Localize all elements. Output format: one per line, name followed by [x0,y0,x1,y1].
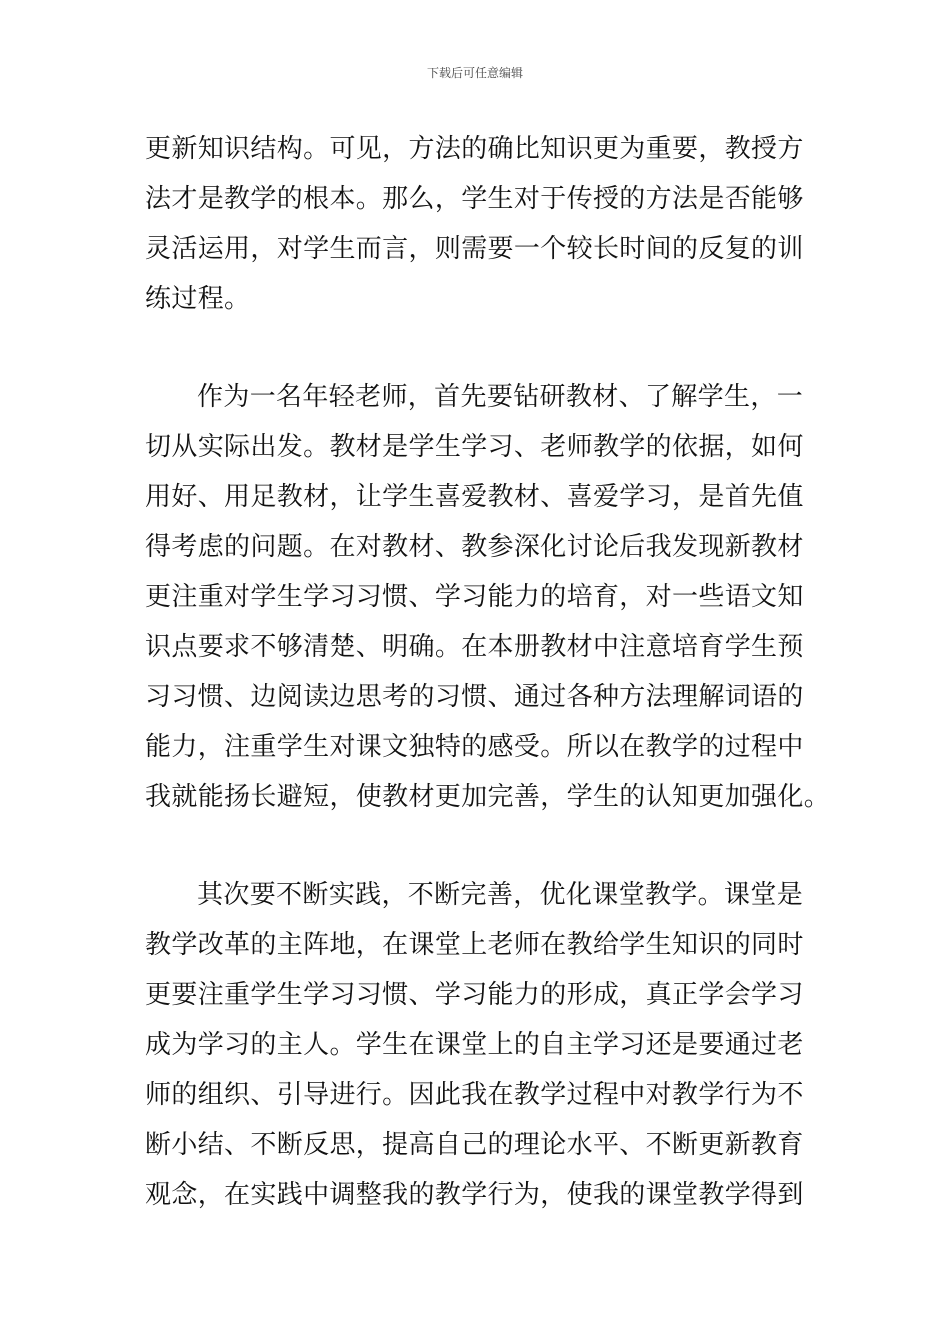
paragraph-3-line-5: 师的组织、引导进行。因此我在教学过程中对教学行为不 [145,1080,804,1110]
paragraph-2-line-3: 用好、用足教材，让学生喜爱教材、喜爱学习，是首先值 [145,482,804,512]
paragraph-1-line-4: 练过程。 [145,284,251,314]
paragraph-3-line-3: 更要注重学生学习习惯、学习能力的形成，真正学会学习 [145,980,804,1010]
paragraph-3-line-1: 其次要不断实践，不断完善，优化课堂教学。课堂是 [197,880,804,910]
paragraph-2-line-1: 作为一名年轻老师，首先要钻研教材、了解学生，一 [197,382,804,412]
paragraph-2-line-7: 习习惯、边阅读边思考的习惯、通过各种方法理解词语的 [145,682,804,712]
paragraph-1-line-2: 法才是教学的根本。那么，学生对于传授的方法是否能够 [145,184,804,214]
paragraph-2-line-2: 切从实际出发。教材是学生学习、老师教学的依据，如何 [145,432,804,462]
paragraph-2-line-4: 得考虑的问题。在对教材、教参深化讨论后我发现新教材 [145,532,804,562]
paragraph-3-line-7: 观念，在实践中调整我的教学行为，使我的课堂教学得到 [145,1180,804,1210]
paragraph-1-line-1: 更新知识结构。可见，方法的确比知识更为重要，教授方 [145,134,804,164]
page-header: 下载后可任意编辑 [426,66,523,80]
paragraph-3-line-2: 教学改革的主阵地，在课堂上老师在教给学生知识的同时 [145,930,804,960]
paragraph-2-line-5: 更注重对学生学习习惯、学习能力的培育，对一些语文知 [145,582,804,612]
paragraph-2-line-8: 能力，注重学生对课文独特的感受。所以在教学的过程中 [145,732,804,762]
paragraph-3-line-6: 断小结、不断反思，提高自己的理论水平、不断更新教育 [145,1130,804,1160]
paragraph-2-line-9: 我就能扬长避短，使教材更加完善，学生的认知更加强化。 [145,782,831,812]
paragraph-1-line-3: 灵活运用，对学生而言，则需要一个较长时间的反复的训 [145,234,804,264]
paragraph-2-line-6: 识点要求不够清楚、明确。在本册教材中注意培育学生预 [145,632,804,662]
paragraph-3-line-4: 成为学习的主人。学生在课堂上的自主学习还是要通过老 [145,1030,804,1060]
